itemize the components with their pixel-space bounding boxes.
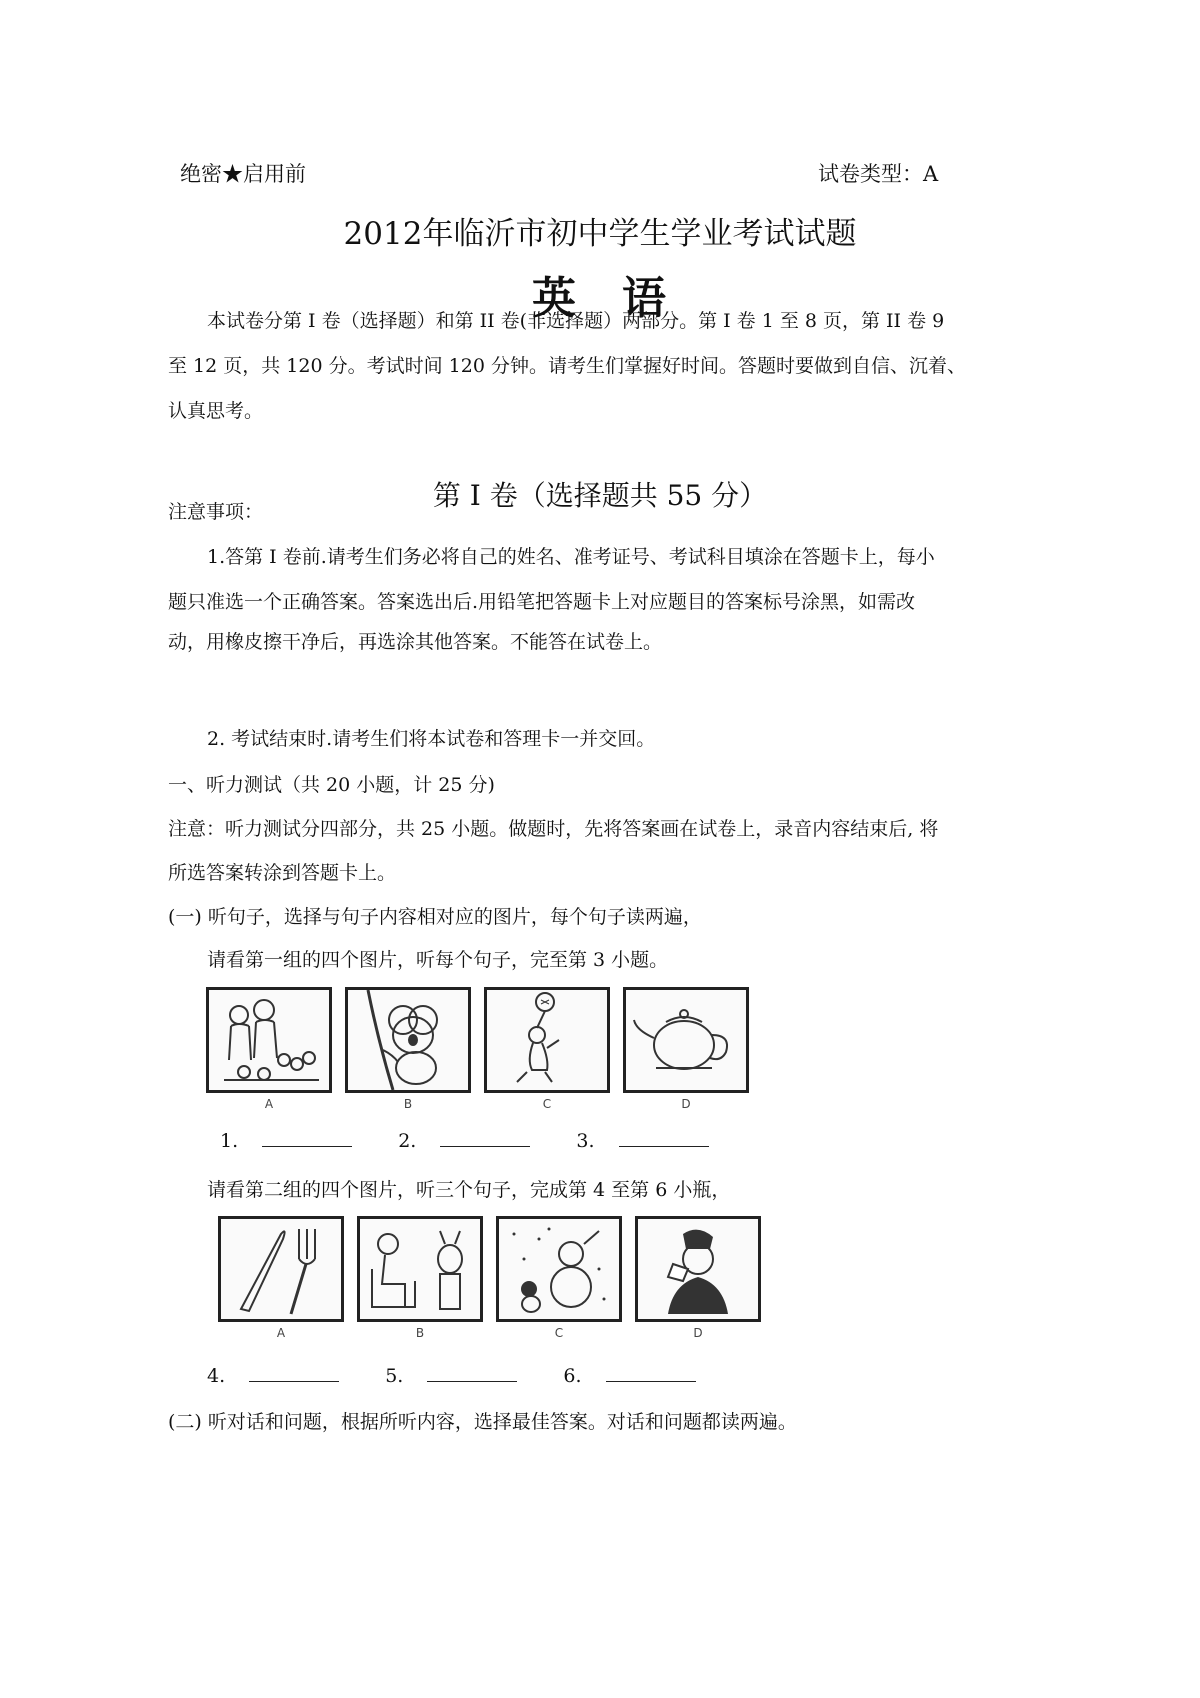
picture-b-label: B <box>403 1097 413 1111</box>
koala-icon <box>348 990 468 1090</box>
picture-c-label: C <box>554 1326 564 1340</box>
group-1-answer-blanks <box>220 1130 749 1152</box>
answer-blank-3[interactable] <box>576 1130 728 1152</box>
volume-title: 第 I 卷（选择题共 55 分） <box>432 479 768 512</box>
confidential-label: 绝密★启用前 <box>180 162 306 186</box>
note-1-line-3: 动，用橡皮擦干净后，再选涂其他答案。不能答在试卷上。 <box>168 631 663 653</box>
picture-d <box>623 987 749 1111</box>
picture-d-label: D <box>693 1326 703 1340</box>
picture-b <box>345 987 471 1111</box>
picture-d <box>635 1216 761 1340</box>
group-2-pictures <box>218 1216 774 1340</box>
intro-line-2: 至 12 页，共 120 分。考试时间 120 分钟。请考生们掌握好时间。答题时要做到自信、沉着、 <box>168 355 966 377</box>
group-2-instructions: 请看第二组的四个图片，听三个句子，完成第 4 至第 6 小瓶， <box>207 1179 731 1201</box>
listening-note-line-1: 注意：听力测试分四部分，共 25 小题。做题时，先将答案画在试卷上，录音内容结束后, 将 <box>168 818 939 840</box>
picture-d-label: D <box>681 1097 691 1111</box>
blank-number: 5. <box>385 1365 404 1387</box>
note-2: 2. 考试结束时.请考生们将本试卷和答理卡一并交回。 <box>207 728 656 750</box>
group-1-instructions: 请看第一组的四个图片，听每个句子，完至第 3 小题。 <box>207 949 669 971</box>
exam-title: 2012年临沂市初中学生学业考试试题 <box>343 216 857 252</box>
answer-blank-5[interactable] <box>385 1365 537 1387</box>
blank-number: 6. <box>563 1365 582 1387</box>
people-flowers-icon <box>209 990 329 1090</box>
tennis-player-icon <box>487 990 607 1090</box>
answer-blank-6[interactable] <box>563 1365 715 1387</box>
answer-blank-2[interactable] <box>398 1130 550 1152</box>
blank-number: 3. <box>576 1130 595 1152</box>
group-1-pictures <box>206 987 762 1111</box>
picture-a <box>218 1216 344 1340</box>
picture-c <box>484 987 610 1111</box>
part-1-heading: (一) 听句子，选择与句子内容相对应的图片，每个句子读两遍， <box>168 906 702 928</box>
blank-number: 4. <box>207 1365 226 1387</box>
answer-blank-4[interactable] <box>207 1365 359 1387</box>
listening-heading: 一、听力测试（共 20 小题，计 25 分) <box>168 774 495 796</box>
answer-blank-1[interactable] <box>220 1130 372 1152</box>
group-2-answer-blanks <box>207 1365 736 1387</box>
blank-number: 1. <box>220 1130 239 1152</box>
subject-title: 英语 <box>532 273 712 324</box>
blank-number: 2. <box>398 1130 417 1152</box>
picture-b-label: B <box>415 1326 425 1340</box>
note-1-line-2: 题只准选一个正确答案。答案选出后.用铅笔把答题卡上对应题目的答案标号涂黑，如需改 <box>168 591 916 613</box>
teapot-icon <box>626 990 746 1090</box>
part-2-heading: (二) 听对话和问题，根据所听内容，选择最佳答案。对话和问题都读两遍。 <box>168 1411 797 1433</box>
picture-c-label: C <box>542 1097 552 1111</box>
paper-type-label: 试卷类型：A <box>818 162 939 186</box>
intro-line-1: 本试卷分第 I 卷（选择题）和第 II 卷(非选择题）两部分。第 I 卷 1 至 8 页，第 II 卷 9 <box>207 310 945 332</box>
knife-fork-icon <box>221 1219 341 1319</box>
picture-a-label: A <box>264 1097 274 1111</box>
note-1-line-1: 1.答第 I 卷前.请考生们务必将自己的姓名、准考证号、考试科目填涂在答题卡上，每小 <box>207 546 935 568</box>
sitting-person-icon <box>360 1219 480 1319</box>
picture-a-label: A <box>276 1326 286 1340</box>
intro-line-3: 认真思考。 <box>168 400 264 422</box>
picture-c <box>496 1216 622 1340</box>
sneezing-person-icon <box>638 1219 758 1319</box>
listening-note-line-2: 所选答案转涂到答题卡上。 <box>168 862 397 884</box>
picture-a <box>206 987 332 1111</box>
notes-heading: 注意事项： <box>168 501 264 523</box>
snowman-icon <box>499 1219 619 1319</box>
picture-b <box>357 1216 483 1340</box>
